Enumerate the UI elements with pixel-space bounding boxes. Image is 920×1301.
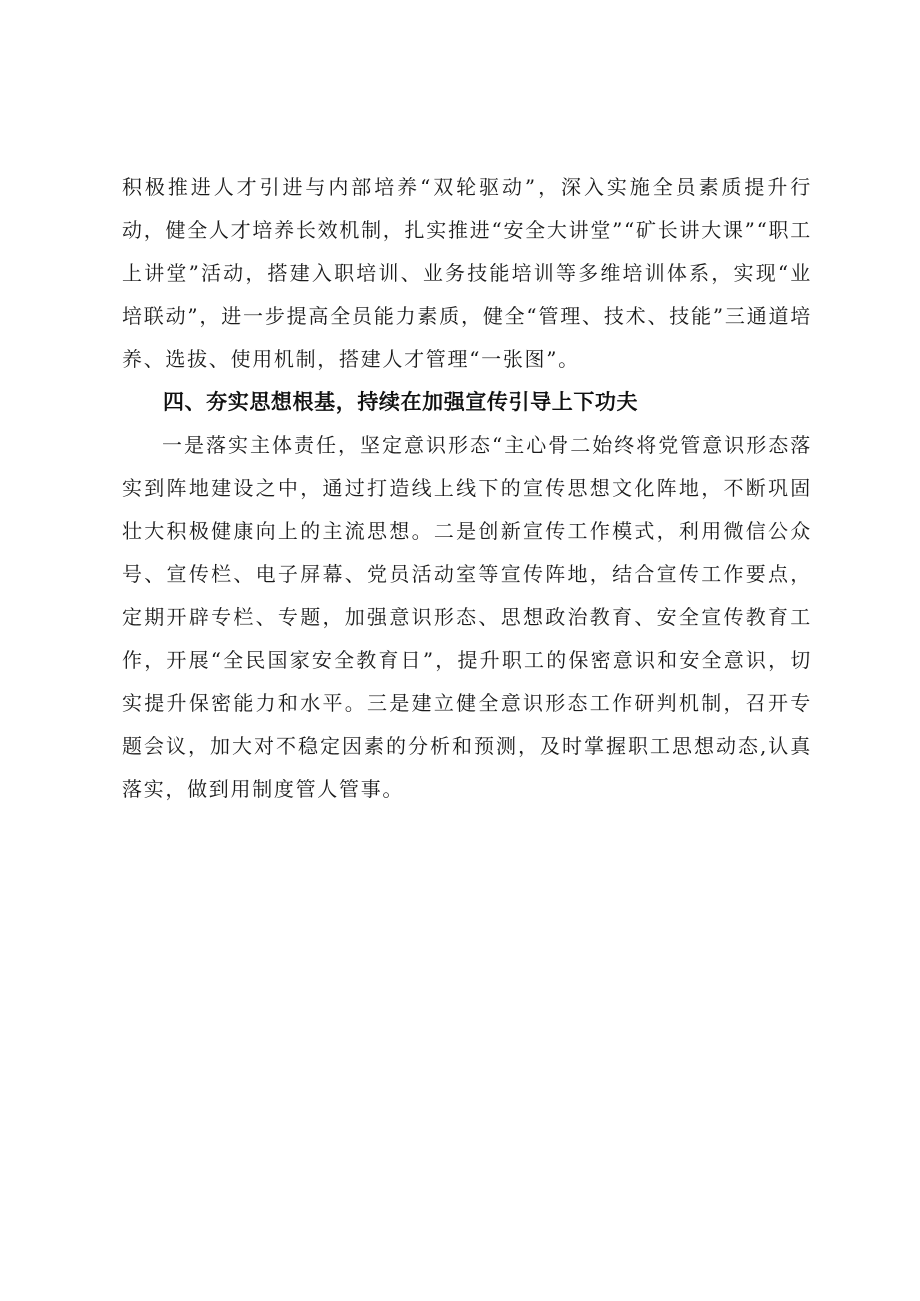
document-body — [122, 166, 812, 811]
paragraph-publicity-guidance: 一是落实主体责任，坚定意识形态“主心骨二始终将党管意识形态落实到阵地建设之中，通过打造线上线下的宣传思想文化阵地，不断巩固壮大积极健康向上的主流思想。二是创新宣传工作模式，利用微信公众号、宣传栏、电子屏幕、党员活动室等宣传阵地，结合宣传工作要点，定期开辟专栏、专题，加强意识形态、思想政治教育、安全宣传教育工作，开展“全民国家安全教育日”，提升职工的保密意识和安全意识，切实提升保密能力和水平。三是建立健全意识形态工作研判机制，召开专题会议，加大对不稳定因素的分析和预测，及时掌握职工思想动态,认真落实，做到用制度管人管事。 — [122, 433, 812, 801]
section-heading-ideology: 四、夯实思想根基，持续在加强宣传引导上下功夫 — [162, 390, 639, 414]
paragraph-talent-training: 积极推进人才引进与内部培养“双轮驱动”，深入实施全员素质提升行动，健全人才培养长效机制，扎实推进“安全大讲堂”“矿长讲大课”“职工上讲堂”活动，搭建入职培训、业务技能培训等多维培训体系，实现“业培联动”，进一步提高全员能力素质，健全“管理、技术、技能”三通道培养、选拔、使用机制，搭建人才管理“一张图”。 — [122, 175, 812, 371]
